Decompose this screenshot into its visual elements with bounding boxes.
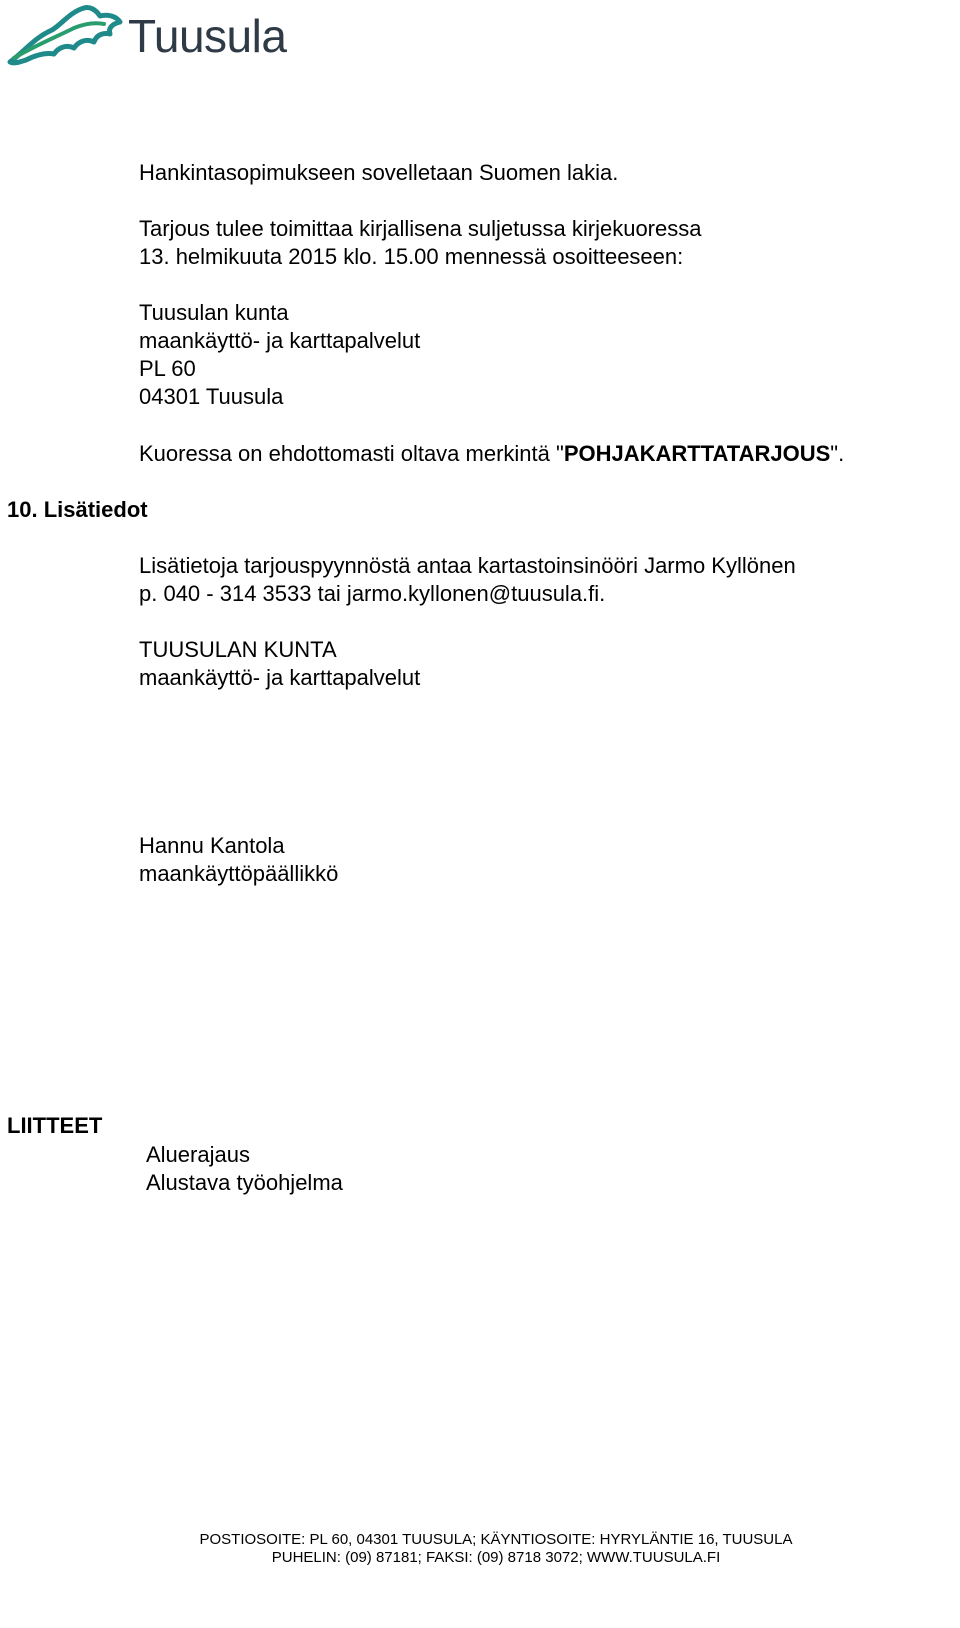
address-line-1: Tuusulan kunta [139, 300, 289, 325]
marking-bold: POHJAKARTTATARJOUS [563, 441, 831, 466]
footer-line-1: POSTIOSOITE: PL 60, 04301 TUUSULA; KÄYNTIOSOITE: HYRYLÄNTIE 16, TUUSULA [199, 1531, 793, 1548]
address-line-4: 04301 Tuusula [139, 384, 284, 409]
submission-text-line1: Tarjous tulee toimittaa kirjallisena suljetussa kirjekuoressa [139, 216, 702, 241]
contact-info-line1: Lisätietoja tarjouspyynnöstä antaa kartastoinsinööri Jarmo Kyllönen [139, 553, 796, 578]
attachments-heading: LIITTEET [7, 1113, 103, 1138]
address-line-3: PL 60 [139, 356, 196, 381]
footer-contact [0, 1549, 960, 1567]
brand-name: Tuusula [128, 10, 287, 62]
oak-leaf-logo-icon [4, 2, 124, 68]
org-name: TUUSULAN KUNTA [139, 637, 337, 662]
governing-law-text: Hankintasopimukseen sovelletaan Suomen lakia. [139, 160, 619, 185]
footer-line-2: PUHELIN: (09) 87181; FAKSI: (09) 8718 3072; WWW.TUUSULA.FI [271, 1549, 721, 1566]
marking-prefix: Kuoressa on ehdottomasti oltava merkintä " [139, 441, 564, 466]
address-line-2: maankäyttö- ja karttapalvelut [139, 328, 421, 353]
signer-name: Hannu Kantola [139, 833, 285, 858]
section-10-heading: 10. Lisätiedot [7, 497, 148, 522]
envelope-marking-text [139, 440, 844, 468]
footer-address [0, 1531, 960, 1549]
marking-suffix: ". [830, 441, 845, 466]
org-unit: maankäyttö- ja karttapalvelut [139, 665, 421, 690]
header-logo [0, 0, 320, 72]
signer-title: maankäyttöpäällikkö [139, 861, 339, 886]
submission-text-line2: 13. helmikuuta 2015 klo. 15.00 mennessä osoitteeseen: [139, 244, 684, 269]
attachment-item: Aluerajaus [146, 1142, 250, 1167]
contact-info-line2: p. 040 - 314 3533 tai jarmo.kyllonen@tuusula.fi. [139, 581, 606, 606]
delivery-address [139, 299, 420, 411]
attachment-item: Alustava työohjelma [146, 1170, 343, 1195]
